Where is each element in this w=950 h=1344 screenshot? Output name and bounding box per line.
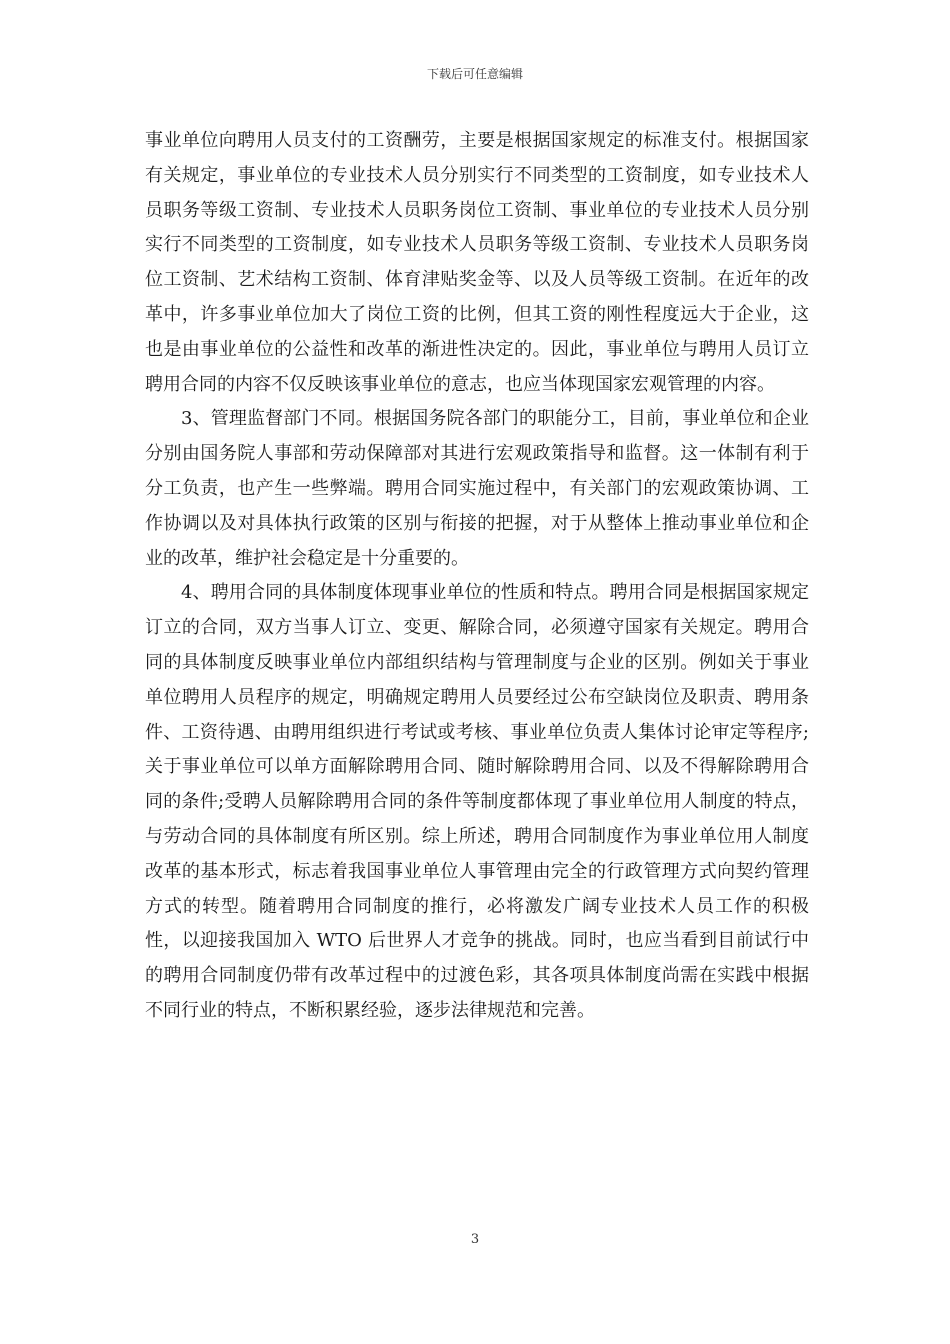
page-number: 3 [470, 1232, 480, 1247]
page-header: 下载后可任意编辑 [426, 67, 523, 81]
paragraph-supervision: 3、管理监督部门不同。根据国务院各部门的职能分工，目前，事业单位和企业分别由国务院人事部和劳动保障部对其进行宏观政策指导和监督。这一体制有利于分工负责，也产生一些弊端。聘用合同实施过程中，有关部门的宏观政策协调、工作协调以及对具体执行政策的区别与衔接的把握，对于从整体上推动事业单位和企业的改革，维护社会稳定是十分重要的。 [145, 408, 809, 569]
paragraph-salary: 事业单位向聘用人员支付的工资酬劳，主要是根据国家规定的标准支付。根据国家有关规定，事业单位的专业技术人员分别实行不同类型的工资制度，如专业技术人员职务等级工资制、专业技术人员职务岗位工资制、事业单位的专业技术人员分别实行不同类型的工资制度，如专业技术人员职务等级工资制、专业技术人员职务岗位工资制、艺术结构工资制、体育津贴奖金等、以及人员等级工资制。在近年的改革中，许多事业单位加大了岗位工资的比例，但其工资的刚性程度远大于企业，这也是由事业单位的公益性和改革的渐进性决定的。因此，事业单位与聘用人员订立聘用合同的内容不仅反映该事业单位的意志，也应当体现国家宏观管理的内容。 [145, 130, 809, 395]
paragraph-contract-system: 4、聘用合同的具体制度体现事业单位的性质和特点。聘用合同是根据国家规定订立的合同，双方当事人订立、变更、解除合同，必须遵守国家有关规定。聘用合同的具体制度反映事业单位内部组织结构与管理制度与企业的区别。例如关于事业单位聘用人员程序的规定，明确规定聘用人员要经过公布空缺岗位及职责、聘用条件、工资待遇、由聘用组织进行考试或考核、事业单位负责人集体讨论审定等程序;关于事业单位可以单方面解除聘用合同、随时解除聘用合同、以及不得解除聘用合同的条件;受聘人员解除聘用合同的条件等制度都体现了事业单位用人制度的特点，与劳动合同的具体制度有所区别。综上所述，聘用合同制度作为事业单位用人制度改革的基本形式，标志着我国事业单位人事管理由完全的行政管理方式向契约管理方式的转型。随着聘用合同制度的推行，必将激发广阔专业技术人员工作的积极性，以迎接我国加入 WTO 后世界人才竞争的挑战。同时，也应当看到目前试行中的聘用合同制度仍带有改革过程中的过渡色彩，其各项具体制度尚需在实践中根据不同行业的特点，不断积累经验，逐步法律规范和完善。 [145, 582, 809, 1021]
document-body [145, 124, 809, 1029]
